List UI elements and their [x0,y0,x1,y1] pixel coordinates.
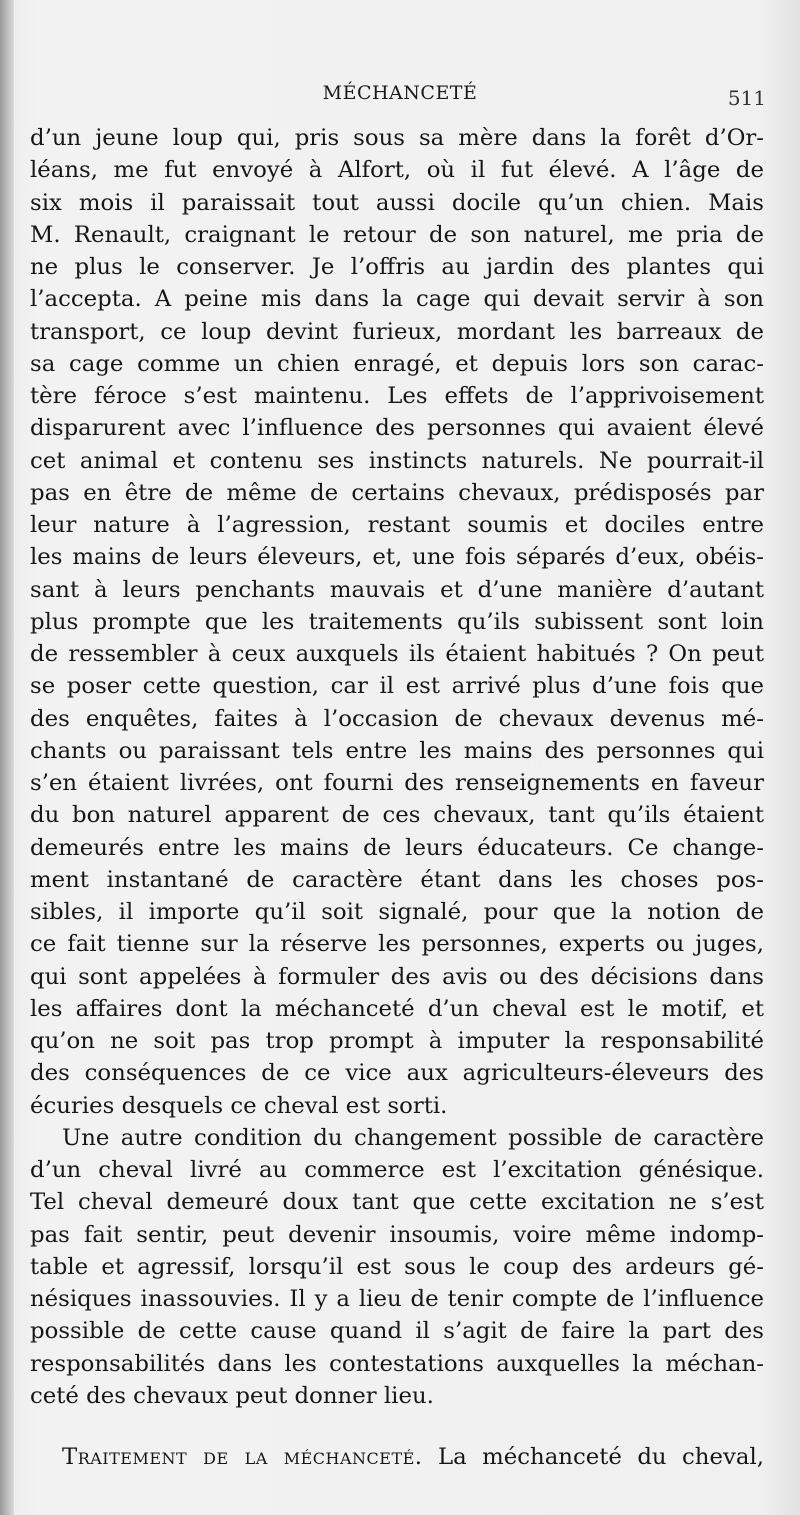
page-gutter-shadow [0,0,14,1515]
text-line: écuries desquels ce cheval est sorti. [30,1092,448,1119]
section-text: La méchanceté du cheval, [437,1444,764,1470]
paragraph-spacer [30,1412,764,1441]
text-line: s’en étaient livrées, ont fourni des renseignements en faveur [30,770,764,796]
section-heading: Traitement de la méchanceté. [62,1444,423,1470]
text-line: qui sont appelées à formuler des avis ou des décisions dans [30,963,764,990]
text-line: se poser cette question, car il est arrivé plus d’une fois que [30,673,764,700]
text-line: Tel cheval demeuré doux tant que cette excitation ne s’est [30,1189,764,1216]
page-header [0,82,800,122]
text-line: du bon naturel apparent de ces chevaux, tant qu’ils étaient [30,802,764,829]
text-line: disparurent avec l’influence des personnes qui avaient élevé [30,415,764,442]
text-line: d’un jeune loup qui, pris sous sa mère dans la forêt d’Or- [30,125,764,151]
paragraph-2 [30,1122,764,1412]
text-line: léans, me fut envoyé à Alfort, où il fut élevé. A l’âge de [30,157,764,184]
text-line: sant à leurs penchants mauvais et d’une manière d’autant [30,576,764,603]
text-line: sibles, il importe qu’il soit signalé, pour que la notion de [30,899,764,925]
text-line: ceté des chevaux peut donner lieu. [30,1382,434,1409]
text-line: demeurés entre les mains de leurs éducateurs. Ce change- [30,834,764,861]
text-line: leur nature à l’agression, restant soumis et dociles entre [30,512,764,538]
text-line: d’un cheval livré au commerce est l’excitation génésique. [30,1157,764,1183]
text-line: nésiques inassouvies. Il y a lieu de tenir compte de l’influence [30,1286,764,1312]
text-line: qu’on ne soit pas trop prompt à imputer la responsabilité [30,1028,764,1054]
text-line: plus prompte que les traitements qu’ils subissent sont loin [30,608,764,635]
text-line: pas en être de même de certains chevaux, prédisposés par [30,479,764,506]
text-line: M. Renault, craignant le retour de son naturel, me pria de [30,221,764,248]
text-line: six mois il paraissait tout aussi docile qu’un chien. Mais [30,189,764,216]
text-line: ment instantané de caractère étant dans les choses pos- [30,866,764,893]
text-line: les mains de leurs éleveurs, et, une fois séparés d’eux, obéis- [30,544,764,571]
text-line: les affaires dont la méchanceté d’un cheval est le motif, et [30,995,764,1022]
text-line: des enquêtes, faites à l’occasion de chevaux devenus mé- [30,705,764,732]
paragraph-1 [30,122,764,1122]
text-line: des conséquences de ce vice aux agriculteurs-éleveurs des [30,1060,764,1087]
text-line: tère féroce s’est maintenu. Les effets de l’apprivoisement [30,383,764,409]
text-line: responsabilités dans les contestations auxquelles la méchan- [30,1350,764,1377]
text-line: transport, ce loup devint furieux, mordant les barreaux de [30,318,764,345]
text-line: possible de cette cause quand il s’agit de faire la part des [30,1318,764,1345]
text-line: pas fait sentir, peut devenir insoumis, voire même indomp- [30,1221,764,1248]
text-line: de ressembler à ceux auxquels ils étaient habitués ? On peut [30,641,764,667]
text-line: chants ou paraissant tels entre les mains des personnes qui [30,737,764,764]
text-line: table et agressif, lorsqu’il est sous le coup des ardeurs gé- [30,1253,764,1280]
text-line: sa cage comme un chien enragé, et depuis lors son carac- [30,350,764,377]
text-line: Une autre condition du changement possible de caractère [62,1124,764,1151]
text-line: l’accepta. A peine mis dans la cage qui devait servir à son [30,286,764,313]
body-text [30,122,764,1473]
text-line: ce fait tienne sur la réserve les personnes, experts ou juges, [30,931,764,958]
page-number: 511 [727,86,766,110]
text-line: cet animal et contenu ses instincts naturels. Ne pourrait-il [30,447,764,474]
section-line [30,1441,764,1473]
text-line: ne plus le conserver. Je l’offris au jardin des plantes qui [30,254,764,280]
running-title: MÉCHANCETÉ [322,82,478,104]
